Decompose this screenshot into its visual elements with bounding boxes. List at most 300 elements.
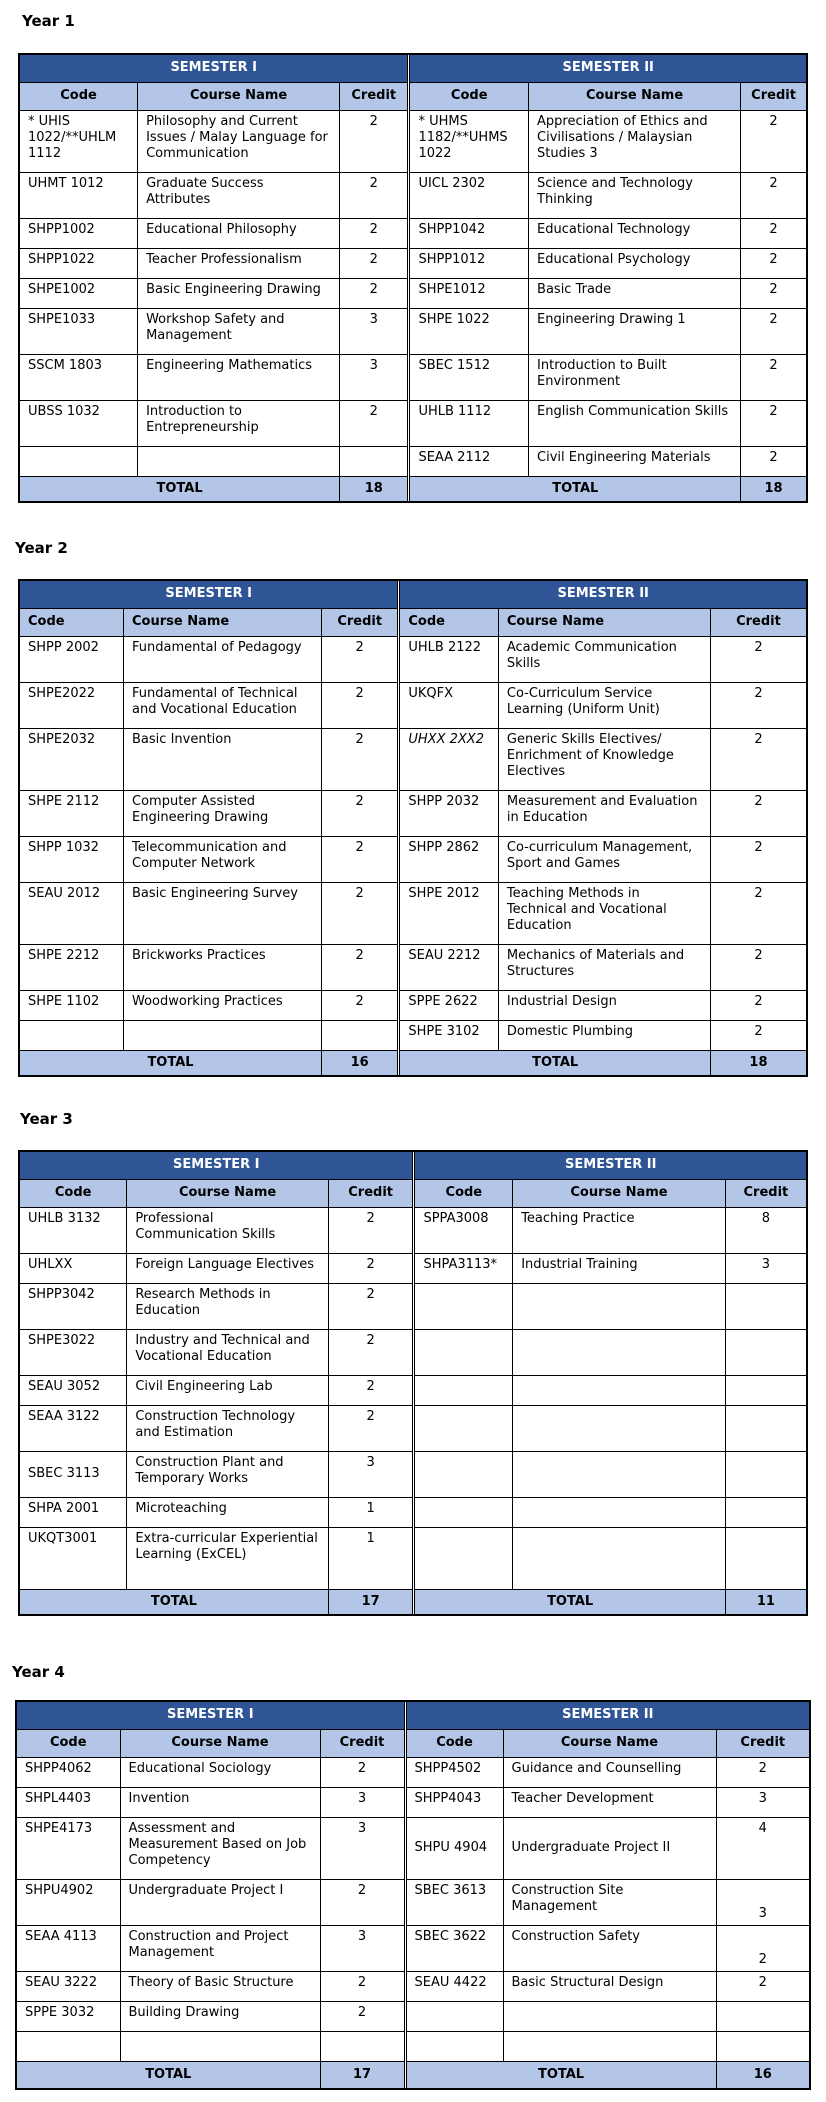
course-credit: 2 — [710, 836, 807, 882]
semester-1-header: SEMESTER I — [19, 580, 398, 608]
course-credit: 2 — [320, 1757, 404, 1787]
course-credit: 2 — [322, 728, 398, 790]
course-code: SEAU 4422 — [406, 1971, 503, 2001]
course-code: SHPP1022 — [19, 248, 138, 278]
course-name: Academic Communication Skills — [498, 636, 710, 682]
course-code: SHPP1002 — [19, 218, 138, 248]
course-credit: 2 — [741, 446, 807, 476]
course-code: UHLB 3132 — [19, 1207, 127, 1253]
course-name-column-header: Course Name — [529, 82, 741, 110]
course-credit — [725, 1527, 807, 1589]
course-credit — [725, 1329, 807, 1375]
course-code: UHLXX — [19, 1253, 127, 1283]
course-name — [513, 1527, 726, 1589]
credit-column-header: Credit — [320, 1729, 404, 1757]
course-name — [120, 2031, 320, 2061]
course-credit — [725, 1405, 807, 1451]
table-row — [16, 1817, 810, 1879]
course-credit: 2 — [328, 1405, 413, 1451]
table-row — [19, 636, 807, 682]
course-code: SHPE 2012 — [400, 882, 498, 944]
course-credit: 2 — [322, 636, 398, 682]
table-row — [16, 1925, 810, 1971]
total-label: TOTAL — [19, 1050, 322, 1076]
course-name: Teacher Professionalism — [138, 248, 340, 278]
course-credit: 2 — [320, 1879, 404, 1925]
total-label: TOTAL — [19, 1589, 328, 1615]
credit-column-header: Credit — [710, 608, 807, 636]
course-name: Engineering Mathematics — [138, 354, 340, 400]
semester-2-total: 18 — [710, 1050, 807, 1076]
course-code — [415, 1451, 513, 1497]
table-row — [16, 1787, 810, 1817]
course-code: SHPP3042 — [19, 1283, 127, 1329]
table-row — [19, 882, 807, 944]
course-credit: 1 — [328, 1497, 413, 1527]
semester-2-total: 18 — [741, 476, 807, 502]
code-column-header: Code — [19, 82, 138, 110]
semester-2-total: 11 — [725, 1589, 807, 1615]
course-name: Undergraduate Project II — [503, 1817, 716, 1879]
course-code — [415, 1527, 513, 1589]
course-credit: 2 — [320, 1971, 404, 2001]
course-code: SHPP4043 — [406, 1787, 503, 1817]
course-name: Construction Technology and Estimation — [127, 1405, 329, 1451]
table-row — [16, 2001, 810, 2031]
course-name — [513, 1405, 726, 1451]
table-row — [19, 682, 807, 728]
course-code — [415, 1497, 513, 1527]
course-code: UKQFX — [400, 682, 498, 728]
course-credit: 3 — [716, 1879, 810, 1925]
course-name — [513, 1451, 726, 1497]
course-name: Domestic Plumbing — [498, 1020, 710, 1050]
total-label: TOTAL — [400, 1050, 711, 1076]
course-code: SHPE 3102 — [400, 1020, 498, 1050]
course-code: SHPP 2862 — [400, 836, 498, 882]
course-credit: 2 — [741, 308, 807, 354]
table-row — [19, 1405, 807, 1451]
course-credit — [322, 1020, 398, 1050]
table-row — [19, 308, 807, 354]
course-code — [415, 1375, 513, 1405]
course-code: UHMT 1012 — [19, 172, 138, 218]
credit-column-header: Credit — [741, 82, 807, 110]
course-credit: 2 — [340, 172, 408, 218]
course-credit: 2 — [322, 836, 398, 882]
course-name: Industrial Design — [498, 990, 710, 1020]
course-name — [513, 1283, 726, 1329]
course-name: English Communication Skills — [529, 400, 741, 446]
course-credit: 2 — [716, 1925, 810, 1971]
course-code: SHPP4502 — [406, 1757, 503, 1787]
course-credit: 2 — [328, 1283, 413, 1329]
course-code: SHPE 1102 — [19, 990, 124, 1020]
course-code — [19, 446, 138, 476]
course-name: Educational Technology — [529, 218, 741, 248]
course-name: Guidance and Counselling — [503, 1757, 716, 1787]
course-name — [138, 446, 340, 476]
course-code: UHLB 1112 — [410, 400, 529, 446]
course-name: Mechanics of Materials and Structures — [498, 944, 710, 990]
table-row — [19, 110, 807, 172]
course-code: UKQT3001 — [19, 1527, 127, 1589]
course-credit: 2 — [741, 248, 807, 278]
course-code — [19, 1020, 124, 1050]
course-name: Basic Trade — [529, 278, 741, 308]
course-credit: 2 — [710, 944, 807, 990]
course-credit: 2 — [741, 278, 807, 308]
course-code: SHPP1042 — [410, 218, 529, 248]
semester-1-total: 17 — [320, 2061, 404, 2089]
table-row — [19, 1020, 807, 1050]
course-name: Co-curriculum Management, Sport and Games — [498, 836, 710, 882]
course-name: Basic Invention — [124, 728, 322, 790]
course-code — [16, 2031, 120, 2061]
course-credit — [320, 2031, 404, 2061]
course-name: Teaching Methods in Technical and Vocational Education — [498, 882, 710, 944]
code-column-header: Code — [16, 1729, 120, 1757]
course-name: Science and Technology Thinking — [529, 172, 741, 218]
course-name: Introduction to Entrepreneurship — [138, 400, 340, 446]
year-1-course-table — [18, 53, 808, 503]
course-code: UBSS 1032 — [19, 400, 138, 446]
semester-2-header: SEMESTER II — [406, 1701, 810, 1729]
table-row — [19, 1497, 807, 1527]
course-name-column-header: Course Name — [120, 1729, 320, 1757]
course-name-column-header: Course Name — [138, 82, 340, 110]
course-credit: 2 — [741, 172, 807, 218]
table-row — [19, 1283, 807, 1329]
course-code — [415, 1283, 513, 1329]
course-code: SHPP 2032 — [400, 790, 498, 836]
course-name: Workshop Safety and Management — [138, 308, 340, 354]
table-row — [19, 944, 807, 990]
course-credit: 4 — [716, 1817, 810, 1879]
course-credit: 2 — [322, 990, 398, 1020]
course-name: Graduate Success Attributes — [138, 172, 340, 218]
course-code: SHPE3022 — [19, 1329, 127, 1375]
table-row — [19, 248, 807, 278]
course-credit: 2 — [322, 944, 398, 990]
course-credit — [725, 1283, 807, 1329]
course-code: SHPE2032 — [19, 728, 124, 790]
course-credit: 3 — [320, 1817, 404, 1879]
course-credit — [725, 1451, 807, 1497]
total-label: TOTAL — [406, 2061, 716, 2089]
course-name: Educational Psychology — [529, 248, 741, 278]
table-row — [19, 1207, 807, 1253]
table-row — [16, 1757, 810, 1787]
course-name: Generic Skills Electives/ Enrichment of Knowledge Electives — [498, 728, 710, 790]
table-row — [19, 400, 807, 446]
course-credit: 2 — [710, 636, 807, 682]
course-name: Philosophy and Current Issues / Malay Language for Communication — [138, 110, 340, 172]
course-credit: 2 — [328, 1207, 413, 1253]
year-title: Year 3 — [20, 1110, 73, 1128]
total-label: TOTAL — [19, 476, 340, 502]
credit-column-header: Credit — [328, 1179, 413, 1207]
course-name: Foreign Language Electives — [127, 1253, 329, 1283]
total-label: TOTAL — [16, 2061, 320, 2089]
table-row — [19, 1527, 807, 1589]
course-credit: 2 — [716, 1971, 810, 2001]
table-row — [19, 1451, 807, 1497]
course-code: SBEC 1512 — [410, 354, 529, 400]
course-credit: 2 — [340, 278, 408, 308]
course-credit: 8 — [725, 1207, 807, 1253]
course-code: * UHIS 1022/**UHLM 1112 — [19, 110, 138, 172]
course-credit — [716, 2031, 810, 2061]
code-column-header: Code — [19, 1179, 127, 1207]
course-name: Civil Engineering Materials — [529, 446, 741, 476]
course-code: SBEC 3113 — [19, 1451, 127, 1497]
table-row — [19, 836, 807, 882]
course-name: Assessment and Measurement Based on Job Competency — [120, 1817, 320, 1879]
course-credit: 2 — [710, 990, 807, 1020]
table-row — [19, 172, 807, 218]
semester-1-header: SEMESTER I — [16, 1701, 404, 1729]
course-code: SHPE4173 — [16, 1817, 120, 1879]
course-credit — [716, 2001, 810, 2031]
year-2-course-table — [18, 579, 808, 1077]
course-credit: 2 — [710, 728, 807, 790]
course-credit: 2 — [741, 354, 807, 400]
course-code — [415, 1405, 513, 1451]
course-code — [406, 2031, 503, 2061]
course-name: Basic Engineering Drawing — [138, 278, 340, 308]
course-code: SEAA 4113 — [16, 1925, 120, 1971]
year-title: Year 2 — [15, 539, 68, 557]
course-code: SSCM 1803 — [19, 354, 138, 400]
course-name: Construction and Project Management — [120, 1925, 320, 1971]
total-label: TOTAL — [410, 476, 741, 502]
table-row — [19, 278, 807, 308]
semester-2-total: 16 — [716, 2061, 810, 2089]
code-column-header: Code — [19, 608, 124, 636]
course-name — [513, 1329, 726, 1375]
course-name: Educational Sociology — [120, 1757, 320, 1787]
course-name — [124, 1020, 322, 1050]
course-code: SPPE 3032 — [16, 2001, 120, 2031]
table-row — [19, 1375, 807, 1405]
credit-column-header: Credit — [322, 608, 398, 636]
course-credit: 2 — [741, 110, 807, 172]
course-credit: 2 — [328, 1253, 413, 1283]
credit-column-header: Credit — [725, 1179, 807, 1207]
course-credit: 3 — [340, 308, 408, 354]
course-name: Brickworks Practices — [124, 944, 322, 990]
year-title: Year 4 — [12, 1663, 65, 1681]
course-code: SHPU 4904 — [406, 1817, 503, 1879]
course-credit: 2 — [322, 882, 398, 944]
course-credit: 2 — [340, 400, 408, 446]
course-name: Appreciation of Ethics and Civilisations / Malaysian Studies 3 — [529, 110, 741, 172]
course-code: SPPE 2622 — [400, 990, 498, 1020]
course-name: Teaching Practice — [513, 1207, 726, 1253]
course-code: SHPU4902 — [16, 1879, 120, 1925]
course-code: SHPE1012 — [410, 278, 529, 308]
course-name: Undergraduate Project I — [120, 1879, 320, 1925]
course-credit: 3 — [725, 1253, 807, 1283]
course-credit: 2 — [328, 1375, 413, 1405]
table-row — [19, 728, 807, 790]
course-credit: 3 — [320, 1925, 404, 1971]
course-name-column-header: Course Name — [127, 1179, 329, 1207]
course-code: SEAA 2112 — [410, 446, 529, 476]
course-credit: 2 — [710, 882, 807, 944]
code-column-header: Code — [410, 82, 529, 110]
semester-2-header: SEMESTER II — [400, 580, 807, 608]
course-name: Fundamental of Pedagogy — [124, 636, 322, 682]
course-credit: 2 — [741, 400, 807, 446]
course-name: Measurement and Evaluation in Education — [498, 790, 710, 836]
course-name: Teacher Development — [503, 1787, 716, 1817]
course-name — [513, 1375, 726, 1405]
table-row — [16, 1879, 810, 1925]
course-credit: 3 — [320, 1787, 404, 1817]
course-name: Basic Structural Design — [503, 1971, 716, 2001]
course-name: Research Methods in Education — [127, 1283, 329, 1329]
course-name: Construction Site Management — [503, 1879, 716, 1925]
course-name-column-header: Course Name — [124, 608, 322, 636]
course-credit: 1 — [328, 1527, 413, 1589]
code-column-header: Code — [406, 1729, 503, 1757]
total-label: TOTAL — [415, 1589, 725, 1615]
course-name: Telecommunication and Computer Network — [124, 836, 322, 882]
course-name: Introduction to Built Environment — [529, 354, 741, 400]
course-code: SEAU 3222 — [16, 1971, 120, 2001]
table-row — [16, 2031, 810, 2061]
semester-1-header: SEMESTER I — [19, 1151, 413, 1179]
course-code: SHPE1002 — [19, 278, 138, 308]
course-name: Invention — [120, 1787, 320, 1817]
course-name-column-header: Course Name — [498, 608, 710, 636]
course-code: SHPE1033 — [19, 308, 138, 354]
table-row — [19, 354, 807, 400]
course-credit: 2 — [741, 218, 807, 248]
course-name: Construction Plant and Temporary Works — [127, 1451, 329, 1497]
year-4-course-table — [15, 1700, 811, 2090]
table-row — [19, 218, 807, 248]
course-credit — [725, 1497, 807, 1527]
course-code: SHPP 2002 — [19, 636, 124, 682]
course-code: SHPP 1032 — [19, 836, 124, 882]
course-name: Engineering Drawing 1 — [529, 308, 741, 354]
course-code: SPPA3008 — [415, 1207, 513, 1253]
table-row — [19, 1253, 807, 1283]
course-code: SHPE 1022 — [410, 308, 529, 354]
course-credit: 2 — [322, 790, 398, 836]
semester-2-header: SEMESTER II — [415, 1151, 807, 1179]
course-name: Woodworking Practices — [124, 990, 322, 1020]
course-code: SHPE2022 — [19, 682, 124, 728]
year-title: Year 1 — [22, 12, 75, 30]
course-code: SBEC 3613 — [406, 1879, 503, 1925]
course-name-column-header: Course Name — [503, 1729, 716, 1757]
semester-1-total: 16 — [322, 1050, 398, 1076]
year-3-course-table — [18, 1150, 808, 1616]
course-code — [415, 1329, 513, 1375]
course-code: UICL 2302 — [410, 172, 529, 218]
course-code: SEAU 2012 — [19, 882, 124, 944]
course-credit: 2 — [710, 790, 807, 836]
course-code: * UHMS 1182/**UHMS 1022 — [410, 110, 529, 172]
course-credit: 2 — [716, 1757, 810, 1787]
course-name: Theory of Basic Structure — [120, 1971, 320, 2001]
table-row — [16, 1971, 810, 2001]
course-credit — [725, 1375, 807, 1405]
course-name: Building Drawing — [120, 2001, 320, 2031]
table-row — [19, 990, 807, 1020]
course-code: SBEC 3622 — [406, 1925, 503, 1971]
course-name — [513, 1497, 726, 1527]
course-name-column-header: Course Name — [513, 1179, 726, 1207]
course-name: Industrial Training — [513, 1253, 726, 1283]
course-code: SHPA3113* — [415, 1253, 513, 1283]
course-credit: 3 — [328, 1451, 413, 1497]
course-code: SHPE 2212 — [19, 944, 124, 990]
course-name: Educational Philosophy — [138, 218, 340, 248]
course-credit: 2 — [340, 248, 408, 278]
course-name — [503, 2001, 716, 2031]
course-name: Microteaching — [127, 1497, 329, 1527]
table-row — [19, 1329, 807, 1375]
course-name: Civil Engineering Lab — [127, 1375, 329, 1405]
course-code: SHPE 2112 — [19, 790, 124, 836]
code-column-header: Code — [400, 608, 498, 636]
course-code: UHXX 2XX2 — [400, 728, 498, 790]
course-credit: 2 — [322, 682, 398, 728]
course-credit: 3 — [716, 1787, 810, 1817]
course-name: Industry and Technical and Vocational Education — [127, 1329, 329, 1375]
course-code: UHLB 2122 — [400, 636, 498, 682]
course-name: Basic Engineering Survey — [124, 882, 322, 944]
course-credit — [340, 446, 408, 476]
course-name: Professional Communication Skills — [127, 1207, 329, 1253]
course-code: SHPL4403 — [16, 1787, 120, 1817]
table-row — [19, 446, 807, 476]
course-code: SHPP4062 — [16, 1757, 120, 1787]
course-name — [503, 2031, 716, 2061]
course-code: SEAU 2212 — [400, 944, 498, 990]
semester-1-header: SEMESTER I — [19, 54, 408, 82]
course-credit: 2 — [328, 1329, 413, 1375]
course-code — [406, 2001, 503, 2031]
credit-column-header: Credit — [340, 82, 408, 110]
course-credit: 2 — [340, 218, 408, 248]
semester-1-total: 17 — [328, 1589, 413, 1615]
course-credit: 2 — [340, 110, 408, 172]
course-credit: 2 — [710, 1020, 807, 1050]
course-name: Computer Assisted Engineering Drawing — [124, 790, 322, 836]
course-name: Construction Safety — [503, 1925, 716, 1971]
code-column-header: Code — [415, 1179, 513, 1207]
credit-column-header: Credit — [716, 1729, 810, 1757]
course-credit: 2 — [320, 2001, 404, 2031]
course-credit: 2 — [710, 682, 807, 728]
table-row — [19, 790, 807, 836]
semester-1-total: 18 — [340, 476, 408, 502]
course-credit: 3 — [340, 354, 408, 400]
course-code: SEAA 3122 — [19, 1405, 127, 1451]
course-code: SHPA 2001 — [19, 1497, 127, 1527]
course-code: SEAU 3052 — [19, 1375, 127, 1405]
semester-2-header: SEMESTER II — [410, 54, 807, 82]
course-name: Fundamental of Technical and Vocational Education — [124, 682, 322, 728]
course-name: Co-Curriculum Service Learning (Uniform Unit) — [498, 682, 710, 728]
course-code: SHPP1012 — [410, 248, 529, 278]
